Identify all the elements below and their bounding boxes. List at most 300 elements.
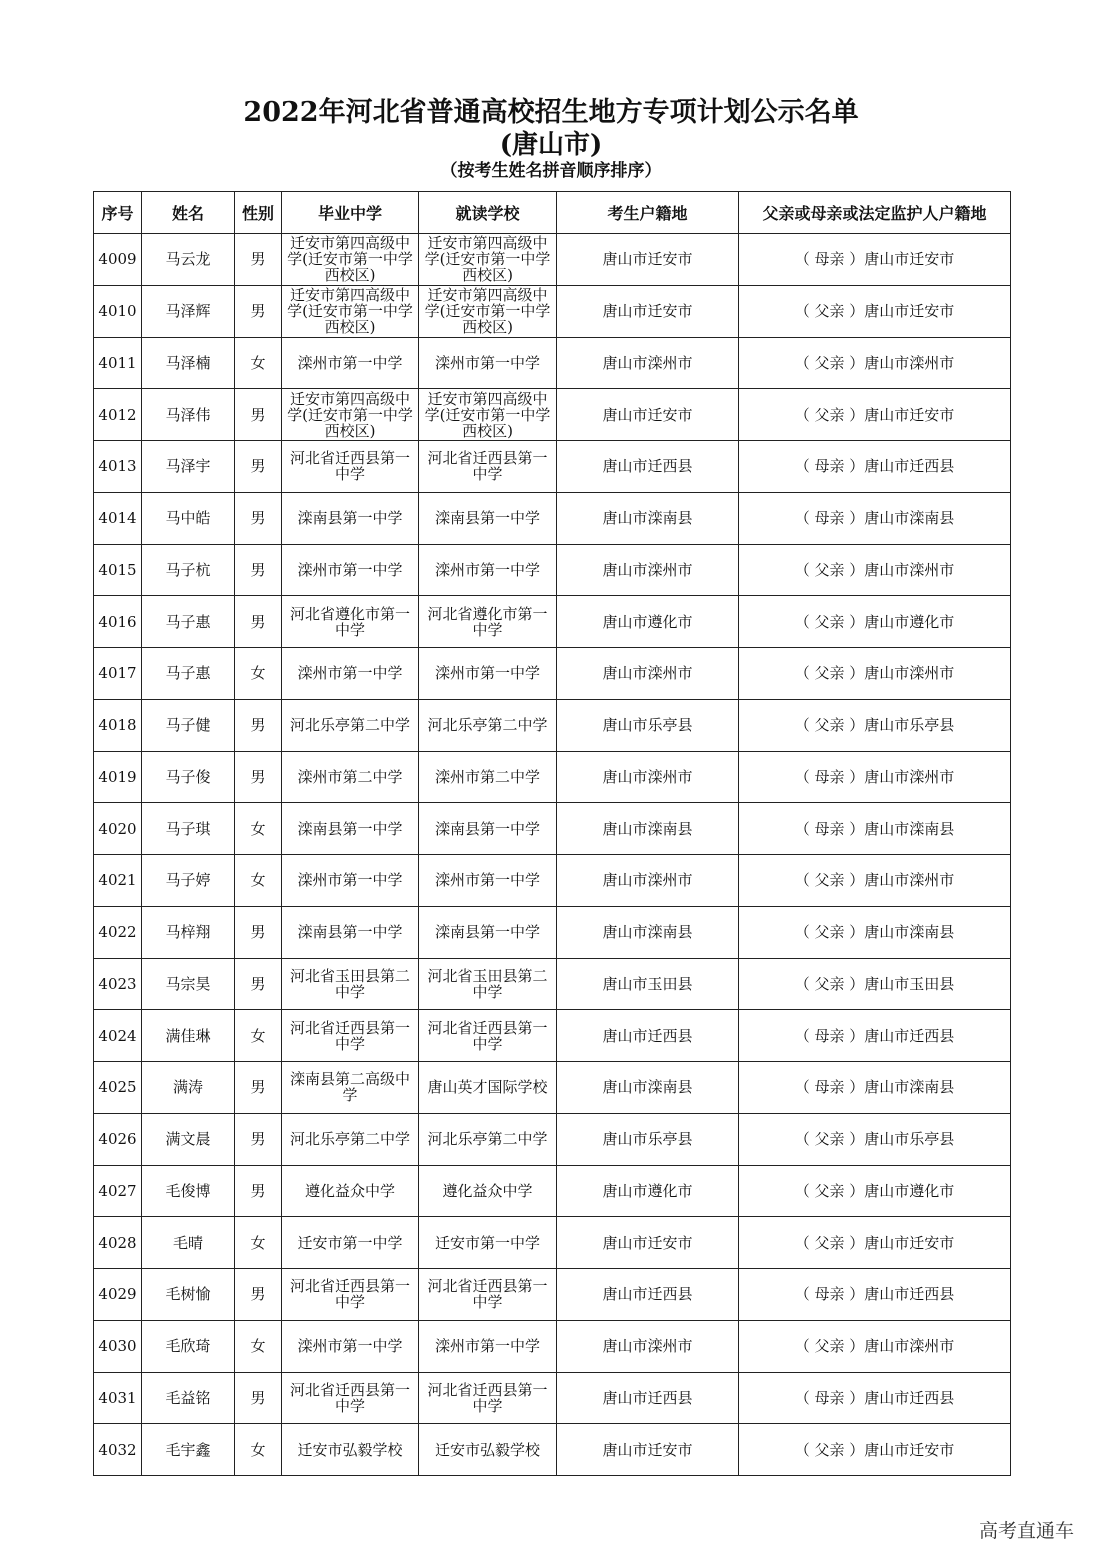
- cell-name: [142, 1320, 235, 1372]
- cell-grad-school-text: 河北省迁西县第一中学: [289, 1018, 410, 1053]
- cell-gender: [235, 699, 282, 751]
- table-row: [94, 1269, 1011, 1321]
- cell-guardian-hukou: [739, 544, 1011, 596]
- cell-current-school-text: 滦州市第一中学: [434, 664, 540, 683]
- page-subtitle-sort-note: （按考生姓名拼音顺序排序）: [440, 161, 662, 181]
- cell-seq: [94, 906, 142, 958]
- cell-grad-school: [282, 1424, 419, 1476]
- cell-guardian-hukou: [739, 1113, 1011, 1165]
- cell-name-text: 马子惠: [165, 612, 211, 631]
- cell-gender: [235, 389, 282, 441]
- cell-gender-text: 男: [250, 1130, 266, 1149]
- cell-name-text: 满涛: [172, 1078, 203, 1097]
- cell-seq-text: 4024: [98, 1026, 137, 1045]
- cell-seq: [94, 544, 142, 596]
- cell-hukou: [557, 1010, 739, 1062]
- cell-hukou: [557, 1372, 739, 1424]
- cell-grad-school-text: 滦南县第一中学: [297, 819, 403, 838]
- cell-guardian-hukou-text: （ 母亲 ）唐山市滦州市: [794, 767, 955, 786]
- cell-name: [142, 855, 235, 907]
- table-row: [94, 648, 1011, 700]
- table-row: [94, 1217, 1011, 1269]
- cell-guardian-hukou-text: （ 父亲 ）唐山市滦州市: [794, 1337, 955, 1356]
- cell-hukou: [557, 803, 739, 855]
- cell-gender-text: 男: [250, 250, 266, 269]
- cell-hukou-text: 唐山市迁安市: [602, 1233, 693, 1252]
- cell-guardian-hukou: [739, 441, 1011, 493]
- cell-grad-school: [282, 1062, 419, 1114]
- cell-seq-text: 4026: [98, 1130, 137, 1149]
- cell-grad-school-text: 滦南县第一中学: [297, 923, 403, 942]
- cell-guardian-hukou: [739, 855, 1011, 907]
- cell-guardian-hukou-text: （ 父亲 ）唐山市迁安市: [794, 1233, 955, 1252]
- cell-grad-school: [282, 1269, 419, 1321]
- cell-guardian-hukou: [739, 699, 1011, 751]
- table-row: [94, 855, 1011, 907]
- cell-current-school: [419, 1165, 557, 1217]
- cell-gender-text: 男: [250, 1181, 266, 1200]
- cell-grad-school-text: 滦州市第一中学: [297, 353, 403, 372]
- cell-gender-text: 男: [250, 923, 266, 942]
- cell-grad-school-text: 滦州市第一中学: [297, 664, 403, 683]
- cell-gender: [235, 648, 282, 700]
- cell-grad-school: [282, 285, 419, 337]
- table-row: [94, 596, 1011, 648]
- cell-current-school: [419, 751, 557, 803]
- cell-gender: [235, 544, 282, 596]
- cell-current-school-text: 迁安市第一中学: [434, 1233, 540, 1252]
- table-row: [94, 803, 1011, 855]
- cell-hukou: [557, 906, 739, 958]
- cell-grad-school: [282, 1372, 419, 1424]
- cell-gender-text: 男: [250, 302, 266, 321]
- cell-guardian-hukou: [739, 1372, 1011, 1424]
- cell-grad-school: [282, 1010, 419, 1062]
- cell-seq-text: 4014: [98, 509, 137, 528]
- cell-seq-text: 4020: [98, 819, 137, 838]
- cell-current-school: [419, 958, 557, 1010]
- cell-name: [142, 337, 235, 389]
- cell-guardian-hukou-text: （ 母亲 ）唐山市迁西县: [794, 1026, 955, 1045]
- cell-seq-text: 4021: [98, 871, 137, 890]
- cell-guardian-hukou-text: （ 母亲 ）唐山市迁西县: [794, 1285, 955, 1304]
- cell-seq-text: 4019: [98, 767, 137, 786]
- cell-gender: [235, 855, 282, 907]
- cell-current-school-text: 滦南县第一中学: [434, 923, 540, 942]
- cell-grad-school-text: 滦州市第一中学: [297, 560, 403, 579]
- cell-hukou: [557, 699, 739, 751]
- cell-hukou-text: 唐山市滦州市: [602, 353, 693, 372]
- cell-gender: [235, 1165, 282, 1217]
- cell-grad-school-text: 滦南县第二高级中学: [289, 1070, 410, 1105]
- cell-hukou-text: 唐山市迁西县: [602, 1285, 693, 1304]
- cell-seq: [94, 1217, 142, 1269]
- table-row: [94, 906, 1011, 958]
- header-name: 姓名: [142, 192, 235, 234]
- cell-current-school-text: 滦州市第一中学: [434, 560, 540, 579]
- cell-seq-text: 4016: [98, 612, 137, 631]
- cell-seq: [94, 1320, 142, 1372]
- cell-seq-text: 4010: [98, 302, 137, 321]
- cell-gender-text: 男: [250, 457, 266, 476]
- cell-gender-text: 女: [250, 353, 266, 372]
- cell-current-school-text: 河北省迁西县第一中学: [427, 449, 548, 484]
- cell-grad-school-text: 河北省遵化市第一中学: [289, 604, 410, 639]
- cell-hukou-text: 唐山市迁西县: [602, 1026, 693, 1045]
- cell-grad-school-text: 河北省玉田县第二中学: [289, 966, 410, 1001]
- table-row: [94, 337, 1011, 389]
- cell-grad-school: [282, 1165, 419, 1217]
- cell-current-school: [419, 855, 557, 907]
- cell-gender: [235, 803, 282, 855]
- cell-grad-school-text: 滦州市第二中学: [297, 767, 403, 786]
- cell-current-school-text: 迁安市第四高级中学(迁安市第一中学西校区): [424, 234, 551, 285]
- cell-guardian-hukou: [739, 751, 1011, 803]
- page-title: 2022年河北省普通高校招生地方专项计划公示名单: [243, 97, 859, 128]
- cell-grad-school: [282, 699, 419, 751]
- cell-grad-school: [282, 492, 419, 544]
- cell-grad-school: [282, 337, 419, 389]
- cell-name-text: 毛欣琦: [165, 1337, 211, 1356]
- cell-name-text: 马子杭: [165, 560, 211, 579]
- watermark-text: 高考直通车: [978, 1520, 1074, 1542]
- cell-current-school-text: 迁安市第四高级中学(迁安市第一中学西校区): [424, 286, 551, 337]
- cell-name-text: 马子俊: [165, 767, 211, 786]
- cell-name-text: 毛俊博: [165, 1181, 211, 1200]
- cell-seq: [94, 234, 142, 286]
- cell-hukou-text: 唐山市滦州市: [602, 1337, 693, 1356]
- cell-name-text: 马泽伟: [165, 405, 211, 424]
- cell-gender-text: 女: [250, 664, 266, 683]
- cell-seq-text: 4027: [98, 1181, 137, 1200]
- cell-current-school-text: 滦州市第一中学: [434, 1337, 540, 1356]
- cell-seq-text: 4011: [98, 353, 137, 372]
- cell-grad-school-text: 河北乐亭第二中学: [289, 1130, 410, 1149]
- cell-grad-school: [282, 803, 419, 855]
- table-row: [94, 1320, 1011, 1372]
- cell-hukou: [557, 337, 739, 389]
- cell-name-text: 马子琪: [165, 819, 211, 838]
- header-seq: 序号: [94, 192, 142, 234]
- cell-current-school: [419, 648, 557, 700]
- cell-gender-text: 女: [250, 1233, 266, 1252]
- cell-gender: [235, 906, 282, 958]
- cell-guardian-hukou: [739, 958, 1011, 1010]
- cell-guardian-hukou-text: （ 父亲 ）唐山市滦州市: [794, 871, 955, 890]
- cell-grad-school-text: 滦州市第一中学: [297, 871, 403, 890]
- cell-seq-text: 4012: [98, 405, 137, 424]
- admission-list-table: [93, 191, 1011, 1476]
- cell-seq-text: 4030: [98, 1337, 137, 1356]
- cell-current-school-text: 唐山英才国际学校: [427, 1078, 548, 1097]
- cell-name: [142, 803, 235, 855]
- cell-current-school: [419, 389, 557, 441]
- table-row: [94, 441, 1011, 493]
- cell-grad-school: [282, 441, 419, 493]
- cell-name: [142, 699, 235, 751]
- cell-seq: [94, 1165, 142, 1217]
- cell-current-school: [419, 906, 557, 958]
- cell-seq: [94, 855, 142, 907]
- cell-name-text: 马云龙: [165, 250, 211, 269]
- cell-gender: [235, 1320, 282, 1372]
- cell-hukou: [557, 492, 739, 544]
- cell-current-school: [419, 1320, 557, 1372]
- cell-guardian-hukou-text: （ 父亲 ）唐山市滦南县: [794, 923, 955, 942]
- cell-seq: [94, 751, 142, 803]
- cell-name: [142, 389, 235, 441]
- cell-gender: [235, 285, 282, 337]
- cell-guardian-hukou: [739, 1010, 1011, 1062]
- cell-name: [142, 441, 235, 493]
- cell-hukou-text: 唐山市遵化市: [602, 612, 693, 631]
- cell-seq-text: 4022: [98, 923, 137, 942]
- cell-name: [142, 492, 235, 544]
- cell-name: [142, 1269, 235, 1321]
- cell-guardian-hukou-text: （ 父亲 ）唐山市遵化市: [794, 612, 955, 631]
- cell-name-text: 毛晴: [172, 1233, 203, 1252]
- cell-hukou-text: 唐山市滦州市: [602, 560, 693, 579]
- cell-gender: [235, 234, 282, 286]
- table-row: [94, 699, 1011, 751]
- table-row: [94, 1372, 1011, 1424]
- table-row: [94, 1062, 1011, 1114]
- table-row: [94, 544, 1011, 596]
- cell-name: [142, 958, 235, 1010]
- cell-gender: [235, 1269, 282, 1321]
- cell-seq-text: 4028: [98, 1233, 137, 1252]
- cell-guardian-hukou: [739, 1269, 1011, 1321]
- cell-current-school-text: 迁安市第四高级中学(迁安市第一中学西校区): [424, 389, 551, 440]
- cell-grad-school: [282, 751, 419, 803]
- cell-guardian-hukou-text: （ 父亲 ）唐山市滦州市: [794, 664, 955, 683]
- header-guardian-hukou: 父亲或母亲或法定监护人户籍地: [739, 192, 1011, 234]
- cell-gender: [235, 1217, 282, 1269]
- cell-name: [142, 1372, 235, 1424]
- cell-current-school: [419, 1217, 557, 1269]
- cell-name: [142, 1062, 235, 1114]
- cell-name: [142, 1113, 235, 1165]
- cell-current-school: [419, 699, 557, 751]
- cell-hukou-text: 唐山市滦州市: [602, 767, 693, 786]
- cell-name: [142, 648, 235, 700]
- cell-current-school: [419, 441, 557, 493]
- cell-grad-school-text: 河北省迁西县第一中学: [289, 449, 410, 484]
- cell-seq-text: 4032: [98, 1440, 137, 1459]
- cell-guardian-hukou: [739, 803, 1011, 855]
- cell-gender: [235, 751, 282, 803]
- cell-hukou: [557, 389, 739, 441]
- cell-hukou-text: 唐山市迁安市: [602, 302, 693, 321]
- cell-grad-school-text: 河北省迁西县第一中学: [289, 1277, 410, 1312]
- cell-seq-text: 4025: [98, 1078, 137, 1097]
- cell-hukou: [557, 1269, 739, 1321]
- cell-seq: [94, 441, 142, 493]
- cell-guardian-hukou-text: （ 父亲 ）唐山市玉田县: [794, 974, 955, 993]
- cell-current-school: [419, 596, 557, 648]
- cell-guardian-hukou: [739, 389, 1011, 441]
- cell-seq: [94, 1062, 142, 1114]
- cell-seq: [94, 803, 142, 855]
- cell-hukou-text: 唐山市迁西县: [602, 1388, 693, 1407]
- cell-grad-school: [282, 958, 419, 1010]
- cell-hukou-text: 唐山市迁安市: [602, 1440, 693, 1459]
- table-row: [94, 1424, 1011, 1476]
- cell-current-school-text: 滦州市第一中学: [434, 871, 540, 890]
- cell-hukou-text: 唐山市玉田县: [602, 974, 693, 993]
- cell-hukou: [557, 1165, 739, 1217]
- header-grad-school: 毕业中学: [282, 192, 419, 234]
- cell-seq-text: 4009: [98, 250, 137, 269]
- header-current-school: 就读学校: [419, 192, 557, 234]
- cell-guardian-hukou-text: （ 父亲 ）唐山市乐亭县: [794, 1130, 955, 1149]
- cell-guardian-hukou: [739, 1062, 1011, 1114]
- cell-guardian-hukou-text: （ 父亲 ）唐山市滦州市: [794, 560, 955, 579]
- cell-gender-text: 男: [250, 1078, 266, 1097]
- cell-name: [142, 544, 235, 596]
- header-gender: 性别: [235, 192, 282, 234]
- cell-gender-text: 男: [250, 1285, 266, 1304]
- cell-gender-text: 男: [250, 560, 266, 579]
- table-row: [94, 1010, 1011, 1062]
- cell-grad-school: [282, 906, 419, 958]
- cell-hukou-text: 唐山市迁西县: [602, 457, 693, 476]
- cell-gender-text: 男: [250, 509, 266, 528]
- cell-name-text: 满文晨: [165, 1130, 211, 1149]
- cell-grad-school: [282, 1217, 419, 1269]
- cell-hukou-text: 唐山市滦南县: [602, 509, 693, 528]
- cell-seq-text: 4018: [98, 716, 137, 735]
- cell-current-school: [419, 1062, 557, 1114]
- cell-seq: [94, 492, 142, 544]
- cell-seq-text: 4029: [98, 1285, 137, 1304]
- cell-name-text: 满佳琳: [165, 1026, 211, 1045]
- table-row: [94, 1165, 1011, 1217]
- cell-current-school-text: 滦南县第一中学: [434, 509, 540, 528]
- cell-name: [142, 1165, 235, 1217]
- cell-current-school-text: 河北省迁西县第一中学: [427, 1277, 548, 1312]
- cell-guardian-hukou: [739, 596, 1011, 648]
- cell-grad-school-text: 迁安市第一中学: [297, 1233, 403, 1252]
- table-header-row: [94, 192, 1011, 234]
- cell-guardian-hukou-text: （ 父亲 ）唐山市迁安市: [794, 1440, 955, 1459]
- cell-name-text: 马泽楠: [165, 353, 211, 372]
- cell-hukou-text: 唐山市乐亭县: [602, 1130, 693, 1149]
- cell-hukou-text: 唐山市迁安市: [602, 250, 693, 269]
- cell-seq-text: 4015: [98, 560, 137, 579]
- cell-guardian-hukou-text: （ 母亲 ）唐山市迁西县: [794, 1388, 955, 1407]
- cell-gender-text: 女: [250, 871, 266, 890]
- cell-hukou-text: 唐山市乐亭县: [602, 716, 693, 735]
- cell-gender: [235, 958, 282, 1010]
- cell-hukou: [557, 1062, 739, 1114]
- cell-grad-school: [282, 855, 419, 907]
- cell-grad-school-text: 迁安市弘毅学校: [297, 1440, 403, 1459]
- cell-gender: [235, 1424, 282, 1476]
- cell-grad-school-text: 迁安市第四高级中学(迁安市第一中学西校区): [287, 286, 413, 337]
- cell-hukou-text: 唐山市迁安市: [602, 405, 693, 424]
- cell-current-school-text: 河北省迁西县第一中学: [427, 1380, 548, 1415]
- table-row: [94, 234, 1011, 286]
- table-row: [94, 492, 1011, 544]
- cell-name: [142, 596, 235, 648]
- cell-grad-school-text: 迁安市第四高级中学(迁安市第一中学西校区): [287, 234, 413, 285]
- cell-name-text: 马泽辉: [165, 302, 211, 321]
- table-row: [94, 958, 1011, 1010]
- cell-current-school-text: 河北省迁西县第一中学: [427, 1018, 548, 1053]
- cell-grad-school: [282, 1320, 419, 1372]
- cell-hukou: [557, 648, 739, 700]
- cell-grad-school: [282, 234, 419, 286]
- cell-hukou: [557, 1217, 739, 1269]
- cell-guardian-hukou: [739, 1165, 1011, 1217]
- cell-grad-school-text: 滦南县第一中学: [297, 509, 403, 528]
- page-subtitle-city: (唐山市): [499, 130, 603, 160]
- cell-hukou-text: 唐山市滦州市: [602, 664, 693, 683]
- cell-guardian-hukou-text: （ 母亲 ）唐山市滦南县: [794, 509, 955, 528]
- cell-hukou: [557, 285, 739, 337]
- cell-seq-text: 4023: [98, 974, 137, 993]
- cell-seq: [94, 648, 142, 700]
- table-row: [94, 751, 1011, 803]
- cell-guardian-hukou-text: （ 母亲 ）唐山市滦南县: [794, 819, 955, 838]
- cell-seq: [94, 596, 142, 648]
- cell-current-school-text: 遵化益众中学: [442, 1181, 533, 1200]
- cell-seq-text: 4013: [98, 457, 137, 476]
- cell-current-school: [419, 234, 557, 286]
- cell-seq: [94, 699, 142, 751]
- cell-guardian-hukou-text: （ 母亲 ）唐山市迁西县: [794, 457, 955, 476]
- table-row: [94, 1113, 1011, 1165]
- cell-grad-school-text: 遵化益众中学: [304, 1181, 395, 1200]
- cell-guardian-hukou-text: （ 父亲 ）唐山市迁安市: [794, 302, 955, 321]
- cell-name: [142, 1424, 235, 1476]
- cell-name: [142, 1217, 235, 1269]
- cell-name-text: 毛树愉: [165, 1285, 211, 1304]
- cell-grad-school: [282, 1113, 419, 1165]
- cell-hukou-text: 唐山市滦州市: [602, 871, 693, 890]
- cell-gender-text: 女: [250, 1337, 266, 1356]
- cell-hukou: [557, 751, 739, 803]
- cell-hukou: [557, 596, 739, 648]
- cell-name-text: 马泽宇: [165, 457, 211, 476]
- cell-name: [142, 1010, 235, 1062]
- cell-current-school: [419, 1113, 557, 1165]
- cell-gender-text: 男: [250, 716, 266, 735]
- cell-hukou: [557, 441, 739, 493]
- cell-hukou: [557, 234, 739, 286]
- cell-guardian-hukou-text: （ 母亲 ）唐山市滦南县: [794, 1078, 955, 1097]
- cell-current-school: [419, 492, 557, 544]
- cell-name-text: 毛益铭: [165, 1388, 211, 1407]
- cell-seq: [94, 337, 142, 389]
- cell-seq: [94, 1269, 142, 1321]
- header-hukou: 考生户籍地: [557, 192, 739, 234]
- cell-gender: [235, 337, 282, 389]
- table-row: [94, 285, 1011, 337]
- cell-current-school-text: 河北省遵化市第一中学: [427, 604, 548, 639]
- cell-gender-text: 女: [250, 819, 266, 838]
- cell-hukou: [557, 1424, 739, 1476]
- cell-gender-text: 男: [250, 974, 266, 993]
- cell-seq-text: 4031: [98, 1388, 137, 1407]
- table-row: [94, 389, 1011, 441]
- cell-guardian-hukou: [739, 337, 1011, 389]
- cell-guardian-hukou-text: （ 父亲 ）唐山市滦州市: [794, 353, 955, 372]
- cell-hukou: [557, 1113, 739, 1165]
- cell-name-text: 马子健: [165, 716, 211, 735]
- cell-hukou: [557, 544, 739, 596]
